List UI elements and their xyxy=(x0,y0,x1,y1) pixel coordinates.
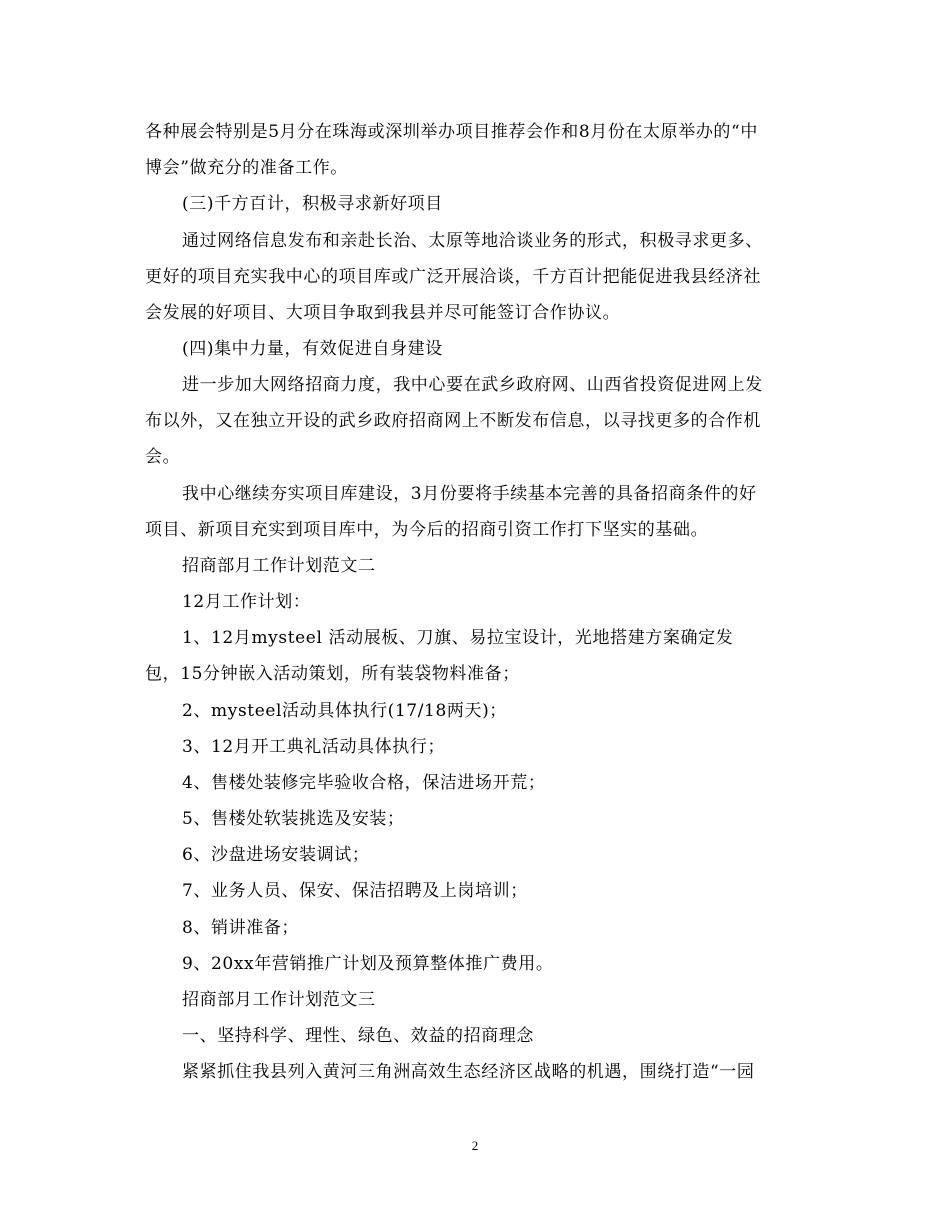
text-line: 会。 xyxy=(145,447,181,467)
list-item: 4、售楼处装修完毕验收合格，保洁进场开荒； xyxy=(182,773,546,793)
text-line: 我中心继续夯实项目库建设，3月份要将手续基本完善的具备招商条件的好 xyxy=(182,484,757,504)
section-heading: 招商部月工作计划范文二 xyxy=(182,556,376,576)
list-item: 1、12月mysteel 活动展板、刀旗、易拉宝设计，光地搭建方案确定发 xyxy=(182,628,734,648)
text-line: 进一步加大网络招商力度，我中心要在武乡政府网、山西省投资促进网上发 xyxy=(182,375,763,395)
section-heading: (三)千方百计，积极寻求新好项目 xyxy=(182,194,443,214)
section-heading: 招商部月工作计划范文三 xyxy=(182,990,376,1010)
list-item: 5、售楼处软装挑选及安装； xyxy=(182,809,405,829)
page-number: 2 xyxy=(471,1138,479,1153)
text-line: 12月工作计划： xyxy=(182,592,311,612)
list-item: 9、20xx年营销推广计划及预算整体推广费用。 xyxy=(182,954,554,974)
list-item: 6、沙盘进场安装调试； xyxy=(182,845,370,865)
text-line: 博会”做充分的准备工作。 xyxy=(145,158,348,178)
list-item: 7、业务人员、保安、保洁招聘及上岗培训； xyxy=(182,881,528,901)
list-item: 2、mysteel活动具体执行(17/18两天)； xyxy=(182,701,507,721)
list-item: 3、12月开工典礼活动具体执行； xyxy=(182,737,446,757)
text-line: 紧紧抓住我县列入黄河三角洲高效生态经济区战略的机遇，围绕打造“一园 xyxy=(182,1062,755,1082)
text-line: 项目、新项目充实到项目库中，为今后的招商引资工作打下坚实的基础。 xyxy=(145,520,709,540)
text-line: 各种展会特别是5月分在珠海或深圳举办项目推荐会作和8月份在太原举办的“中 xyxy=(145,122,758,142)
list-item: 8、销讲准备； xyxy=(182,918,300,938)
text-line: 更好的项目充实我中心的项目库或广泛开展洽谈，千方百计把能促进我县经济社 xyxy=(145,267,761,287)
section-heading: (四)集中力量，有效促进自身建设 xyxy=(182,339,443,359)
text-line: 通过网络信息发布和亲赴长治、太原等地洽谈业务的形式，积极寻求更多、 xyxy=(182,231,763,251)
section-heading: 一、坚持科学、理性、绿色、效益的招商理念 xyxy=(182,1026,534,1046)
text-line: 布以外，又在独立开设的武乡政府招商网上不断发布信息，以寻找更多的合作机 xyxy=(145,411,761,431)
text-line: 会发展的好项目、大项目争取到我县并尽可能签订合作协议。 xyxy=(145,303,621,323)
list-item-continuation: 包，15分钟嵌入活动策划，所有装袋物料准备； xyxy=(145,664,520,684)
